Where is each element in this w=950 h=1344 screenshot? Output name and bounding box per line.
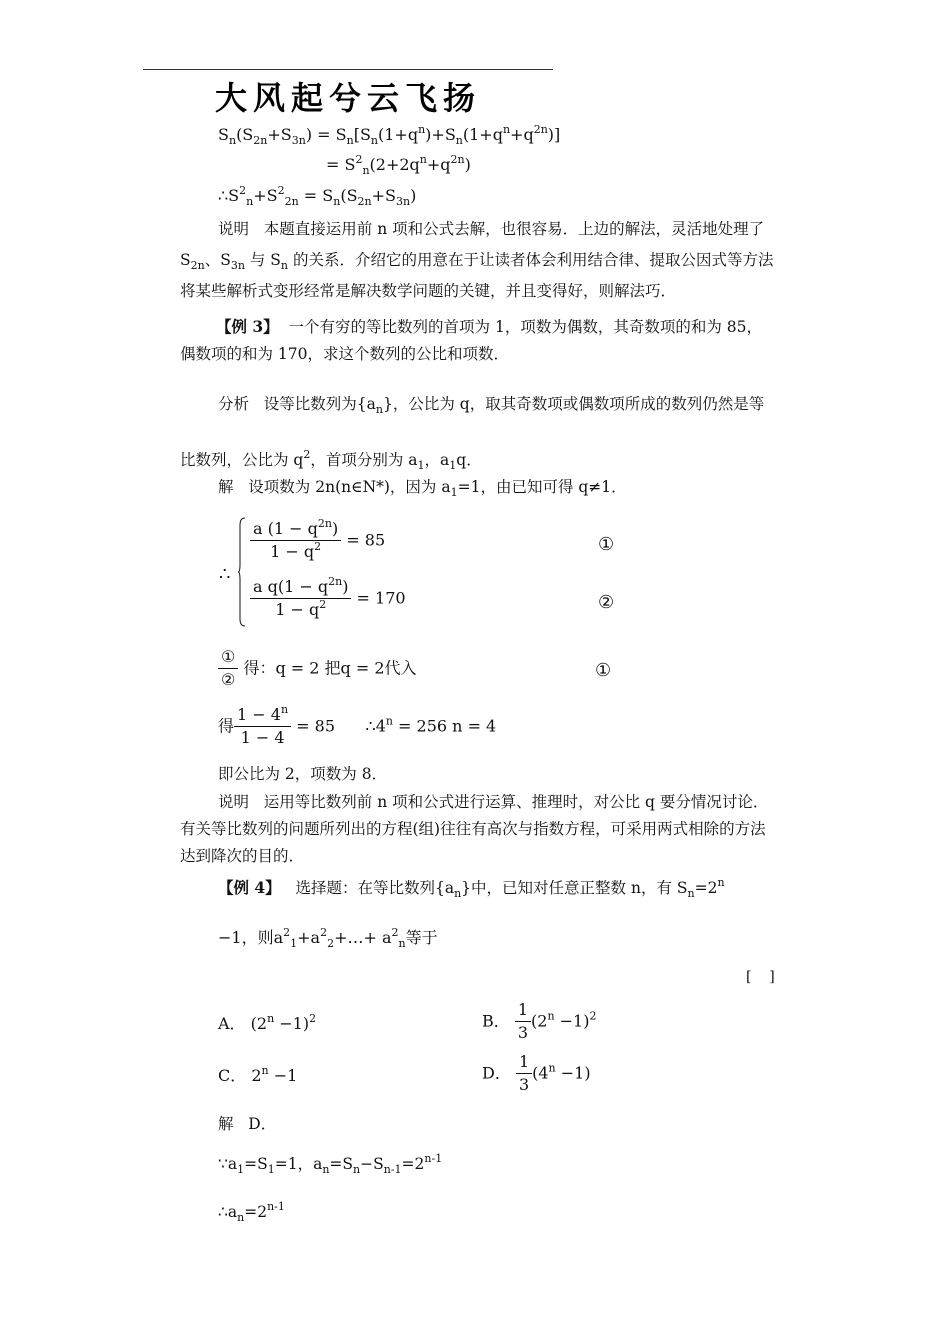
example-3-conclusion: 即公比为 2，项数为 8． bbox=[218, 765, 388, 783]
option-d: D． $\frac{1}{3}$ $(4^n -1)$ bbox=[482, 1052, 591, 1095]
example-4-therefore: $\therefore a_n=2^{n-1}$ bbox=[218, 1200, 285, 1224]
result-fraction: $\frac{1 - 4^n}{1 - 4}$ bbox=[234, 706, 291, 748]
equation-2: $\frac{a q(1 - q^{2n})}{1 - q^2}$ = 170 bbox=[250, 578, 406, 620]
equation-1-mark: ① bbox=[598, 534, 615, 555]
example-3-paragraph: 【例 3】 一个有穷的等比数列的首项为 1，项数为偶数，其奇数项的和为 85，偶数项的和为 170，求这个数列的公比和项数． bbox=[180, 317, 762, 363]
option-b: B． $\frac{1}{3}$ $(2^n -1)^2$ bbox=[482, 1000, 597, 1043]
equation-1-fraction: $\frac{a (1 - q^{2n})}{1 - q^2}$ bbox=[250, 520, 341, 562]
option-b-fraction: $\frac{1}{3}$ bbox=[515, 1001, 531, 1043]
example-4-line-1: 【例 4】 选择题：在等比数列$\{a_n\}$中，已知对任意正整数 n，有 $S_n=2^n$ bbox=[218, 876, 725, 900]
answer-bracket: [ ] bbox=[746, 969, 775, 985]
header-rule bbox=[143, 69, 553, 70]
option-a: A． $(2^n -1)^2$ bbox=[218, 1012, 317, 1033]
ratio-line: $\frac{\text{①}}{\text{②}}$ 得：q = 2 把q = 2代入 bbox=[218, 648, 417, 690]
ratio-fraction: $\frac{\text{①}}{\text{②}}$ bbox=[218, 648, 238, 690]
deriv-line-2: = $S^2_n(2+2q^n+q^{2n})$ bbox=[326, 153, 471, 177]
equation-2-mark: ② bbox=[598, 592, 615, 613]
example-3-solution: 解 设项数为 2n(n∈N*)，因为 $a_1=1$，由已知可得 q≠1． bbox=[218, 478, 627, 499]
result-line: 得 $\frac{1 - 4^n}{1 - 4}$ = 85 $\therefore 4^n = 256$ n = 4 bbox=[218, 703, 497, 748]
example-4-because: $\because a_1=S_1=1$，$a_n=S_n-S_{n-1}=2^{n-1}$ bbox=[218, 1152, 443, 1176]
example-3-note: 说明 运用等比数列前 n 项和公式进行运算、推理时，对公比 q 要分情况讨论．有关等比数列的问题所列出的方程(组)往往有高次与指数方程，可采用两式相除的方法达到降次的目的． bbox=[180, 793, 769, 865]
example-4-answer: 解 D． bbox=[218, 1115, 277, 1133]
example-4-line-2: −1，则$a^2_1+a^2_2+\dots+ a^2_n$等于 bbox=[218, 926, 438, 950]
ratio-mark: ① bbox=[595, 660, 612, 681]
equation-1: $\frac{a (1 - q^{2n})}{1 - q^2}$ = 85 bbox=[250, 520, 385, 562]
option-c: C． $2^n -1$ bbox=[218, 1064, 298, 1085]
option-d-fraction: $\frac{1}{3}$ bbox=[516, 1053, 532, 1095]
header-logo: 大风起兮云飞扬 bbox=[215, 79, 482, 117]
equation-2-fraction: $\frac{a q(1 - q^{2n})}{1 - q^2}$ bbox=[250, 578, 351, 620]
therefore-symbol: ∴ bbox=[219, 564, 231, 585]
deriv-line-3: $\therefore S^2_n+S^2_{2n} = S_n(S_{2n}+S_{3n})$ bbox=[218, 184, 417, 208]
deriv-line-1: $S_n(S_{2n}+S_{3n}) = S_n[S_n(1+q^n)+S_n(1+q^n+q^{2n})]$ bbox=[218, 123, 561, 147]
brace-icon bbox=[238, 517, 246, 627]
example-3-analysis: 分析 设等比数列为$\{a_n\}$，公比为 q，取其奇数项或偶数项所成的数列仍然是等比数列，公比为 $q^2$，首项分别为 $a_1$，$a_1q$． bbox=[180, 395, 765, 472]
note-1-paragraph: 说明 本题直接运用前 n 项和公式去解，也很容易．上边的解法，灵活地处理了 $S_{2n}$、$S_{3n}$ 与 $S_n$ 的关系．介绍它的用意在于让读者体会利用结合律、提取公因式等方法将某些解析式变形经常是解决数学问题的关键，并且变得好，则解法巧． bbox=[180, 220, 774, 300]
